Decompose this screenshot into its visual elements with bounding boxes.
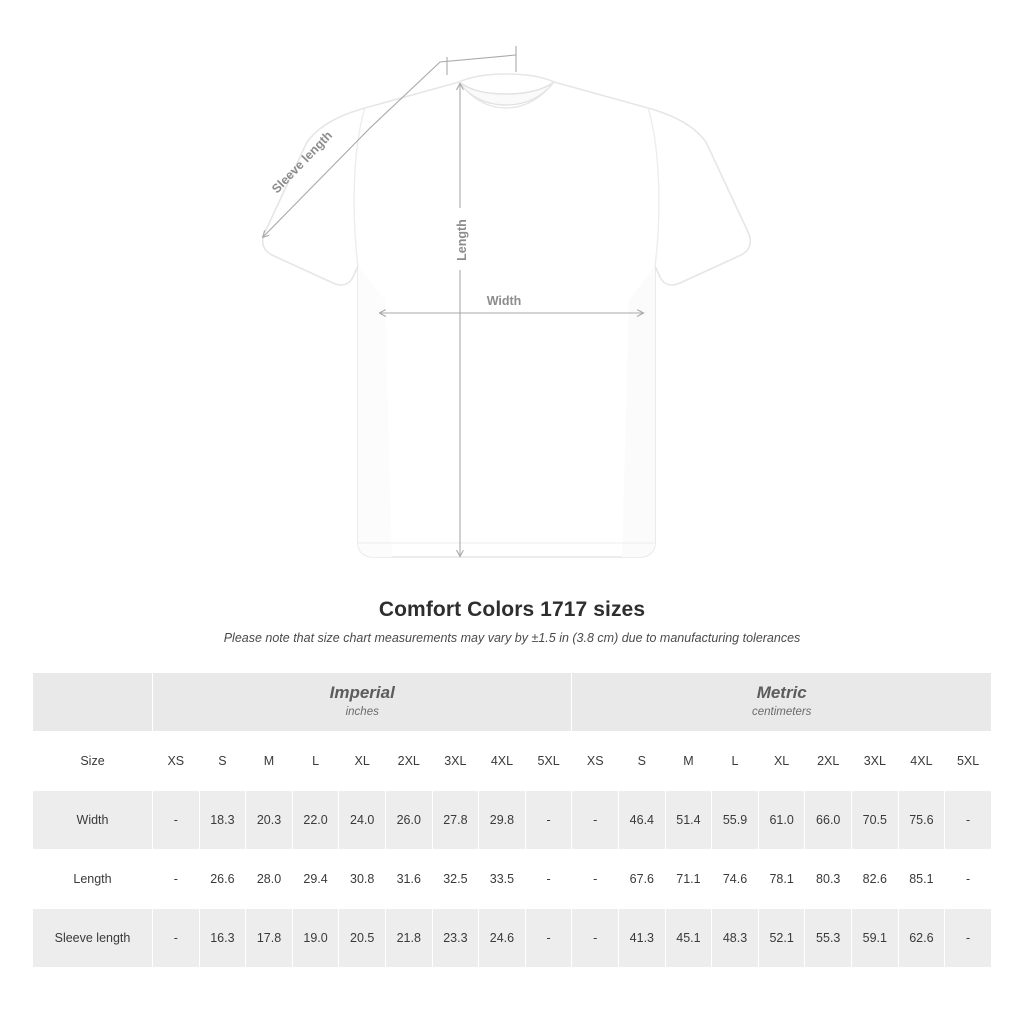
cell-width-metric-s: 46.4 — [619, 791, 666, 850]
cell-sleeve-imperial-2xl: 21.8 — [385, 909, 432, 968]
size-header-metric-l: L — [712, 732, 759, 791]
cell-sleeve-imperial-4xl: 24.6 — [479, 909, 526, 968]
size-header-imperial-2xl: 2XL — [385, 732, 432, 791]
size-header-metric-s: S — [619, 732, 666, 791]
size-header-metric-xs: XS — [572, 732, 619, 791]
page-title: Comfort Colors 1717 sizes — [378, 598, 646, 621]
cell-length-metric-4xl: 85.1 — [898, 850, 945, 909]
table-row — [33, 850, 992, 909]
cell-length-imperial-xs: - — [153, 850, 200, 909]
title-block — [0, 598, 1024, 645]
cell-length-metric-xs: - — [572, 850, 619, 909]
cell-width-imperial-m: 20.3 — [246, 791, 293, 850]
cell-length-imperial-s: 26.6 — [199, 850, 246, 909]
system-imperial-unit: inches — [345, 706, 379, 719]
width-label: Width — [486, 294, 522, 308]
cell-width-imperial-2xl: 26.0 — [385, 791, 432, 850]
cell-sleeve-imperial-xl: 20.5 — [339, 909, 386, 968]
size-table-wrapper — [32, 672, 992, 968]
size-label-cell: Size — [33, 732, 153, 791]
system-imperial-name: Imperial — [329, 683, 395, 703]
system-header-row — [33, 673, 992, 732]
system-metric — [572, 673, 992, 732]
cell-sleeve-imperial-5xl: - — [525, 909, 572, 968]
cell-width-imperial-3xl: 27.8 — [432, 791, 479, 850]
tshirt-shape — [263, 74, 751, 557]
size-chart-table — [32, 672, 992, 968]
cell-sleeve-metric-m: 45.1 — [665, 909, 712, 968]
cell-length-imperial-l: 29.4 — [292, 850, 339, 909]
system-metric-unit: centimeters — [752, 706, 812, 719]
tolerance-note: Please note that size chart measurements may vary by ±1.5 in (3.8 cm) due to manufacturing tolerances — [223, 631, 801, 645]
cell-sleeve-imperial-m: 17.8 — [246, 909, 293, 968]
cell-length-imperial-4xl: 33.5 — [479, 850, 526, 909]
cell-sleeve-imperial-3xl: 23.3 — [432, 909, 479, 968]
cell-width-metric-m: 51.4 — [665, 791, 712, 850]
cell-length-metric-m: 71.1 — [665, 850, 712, 909]
size-header-metric-m: M — [665, 732, 712, 791]
size-header-imperial-xs: XS — [153, 732, 200, 791]
size-header-imperial-l: L — [292, 732, 339, 791]
table-row — [33, 909, 992, 968]
row-label-length: Length — [33, 850, 153, 909]
cell-length-metric-2xl: 80.3 — [805, 850, 852, 909]
cell-length-metric-l: 74.6 — [712, 850, 759, 909]
cell-width-imperial-xl: 24.0 — [339, 791, 386, 850]
cell-width-imperial-xs: - — [153, 791, 200, 850]
size-header-imperial-3xl: 3XL — [432, 732, 479, 791]
cell-sleeve-metric-s: 41.3 — [619, 909, 666, 968]
table-row — [33, 791, 992, 850]
length-label: Length — [455, 219, 469, 261]
cell-width-metric-5xl: - — [945, 791, 992, 850]
row-label-width: Width — [33, 791, 153, 850]
cell-length-metric-xl: 78.1 — [758, 850, 805, 909]
cell-sleeve-metric-5xl: - — [945, 909, 992, 968]
cell-width-metric-2xl: 66.0 — [805, 791, 852, 850]
size-header-imperial-m: M — [246, 732, 293, 791]
cell-sleeve-metric-xl: 52.1 — [758, 909, 805, 968]
row-label-sleeve-length: Sleeve length — [33, 909, 153, 968]
cell-width-metric-3xl: 70.5 — [852, 791, 899, 850]
cell-sleeve-metric-l: 48.3 — [712, 909, 759, 968]
size-header-metric-2xl: 2XL — [805, 732, 852, 791]
cell-length-metric-3xl: 82.6 — [852, 850, 899, 909]
size-header-metric-5xl: 5XL — [945, 732, 992, 791]
size-header-imperial-5xl: 5XL — [525, 732, 572, 791]
cell-sleeve-metric-2xl: 55.3 — [805, 909, 852, 968]
size-header-imperial-4xl: 4XL — [479, 732, 526, 791]
size-header-imperial-xl: XL — [339, 732, 386, 791]
sleeve-length-label: Sleeve length — [269, 128, 336, 197]
cell-length-imperial-m: 28.0 — [246, 850, 293, 909]
cell-length-imperial-xl: 30.8 — [339, 850, 386, 909]
corner-cell — [33, 673, 153, 732]
cell-width-imperial-5xl: - — [525, 791, 572, 850]
cell-width-metric-4xl: 75.6 — [898, 791, 945, 850]
cell-width-metric-xl: 61.0 — [758, 791, 805, 850]
cell-width-imperial-l: 22.0 — [292, 791, 339, 850]
cell-width-imperial-s: 18.3 — [199, 791, 246, 850]
system-metric-name: Metric — [756, 683, 807, 703]
size-header-metric-xl: XL — [758, 732, 805, 791]
size-header-metric-4xl: 4XL — [898, 732, 945, 791]
cell-sleeve-imperial-l: 19.0 — [292, 909, 339, 968]
cell-width-metric-xs: - — [572, 791, 619, 850]
size-header-metric-3xl: 3XL — [852, 732, 899, 791]
cell-sleeve-imperial-s: 16.3 — [199, 909, 246, 968]
cell-length-metric-5xl: - — [945, 850, 992, 909]
system-imperial — [153, 673, 572, 732]
cell-length-imperial-2xl: 31.6 — [385, 850, 432, 909]
cell-width-metric-l: 55.9 — [712, 791, 759, 850]
cell-length-imperial-3xl: 32.5 — [432, 850, 479, 909]
size-header-row — [33, 732, 992, 791]
size-header-imperial-s: S — [199, 732, 246, 791]
cell-length-imperial-5xl: - — [525, 850, 572, 909]
cell-sleeve-metric-xs: - — [572, 909, 619, 968]
cell-sleeve-metric-3xl: 59.1 — [852, 909, 899, 968]
cell-length-metric-s: 67.6 — [619, 850, 666, 909]
cell-sleeve-imperial-xs: - — [153, 909, 200, 968]
cell-width-imperial-4xl: 29.8 — [479, 791, 526, 850]
cell-sleeve-metric-4xl: 62.6 — [898, 909, 945, 968]
